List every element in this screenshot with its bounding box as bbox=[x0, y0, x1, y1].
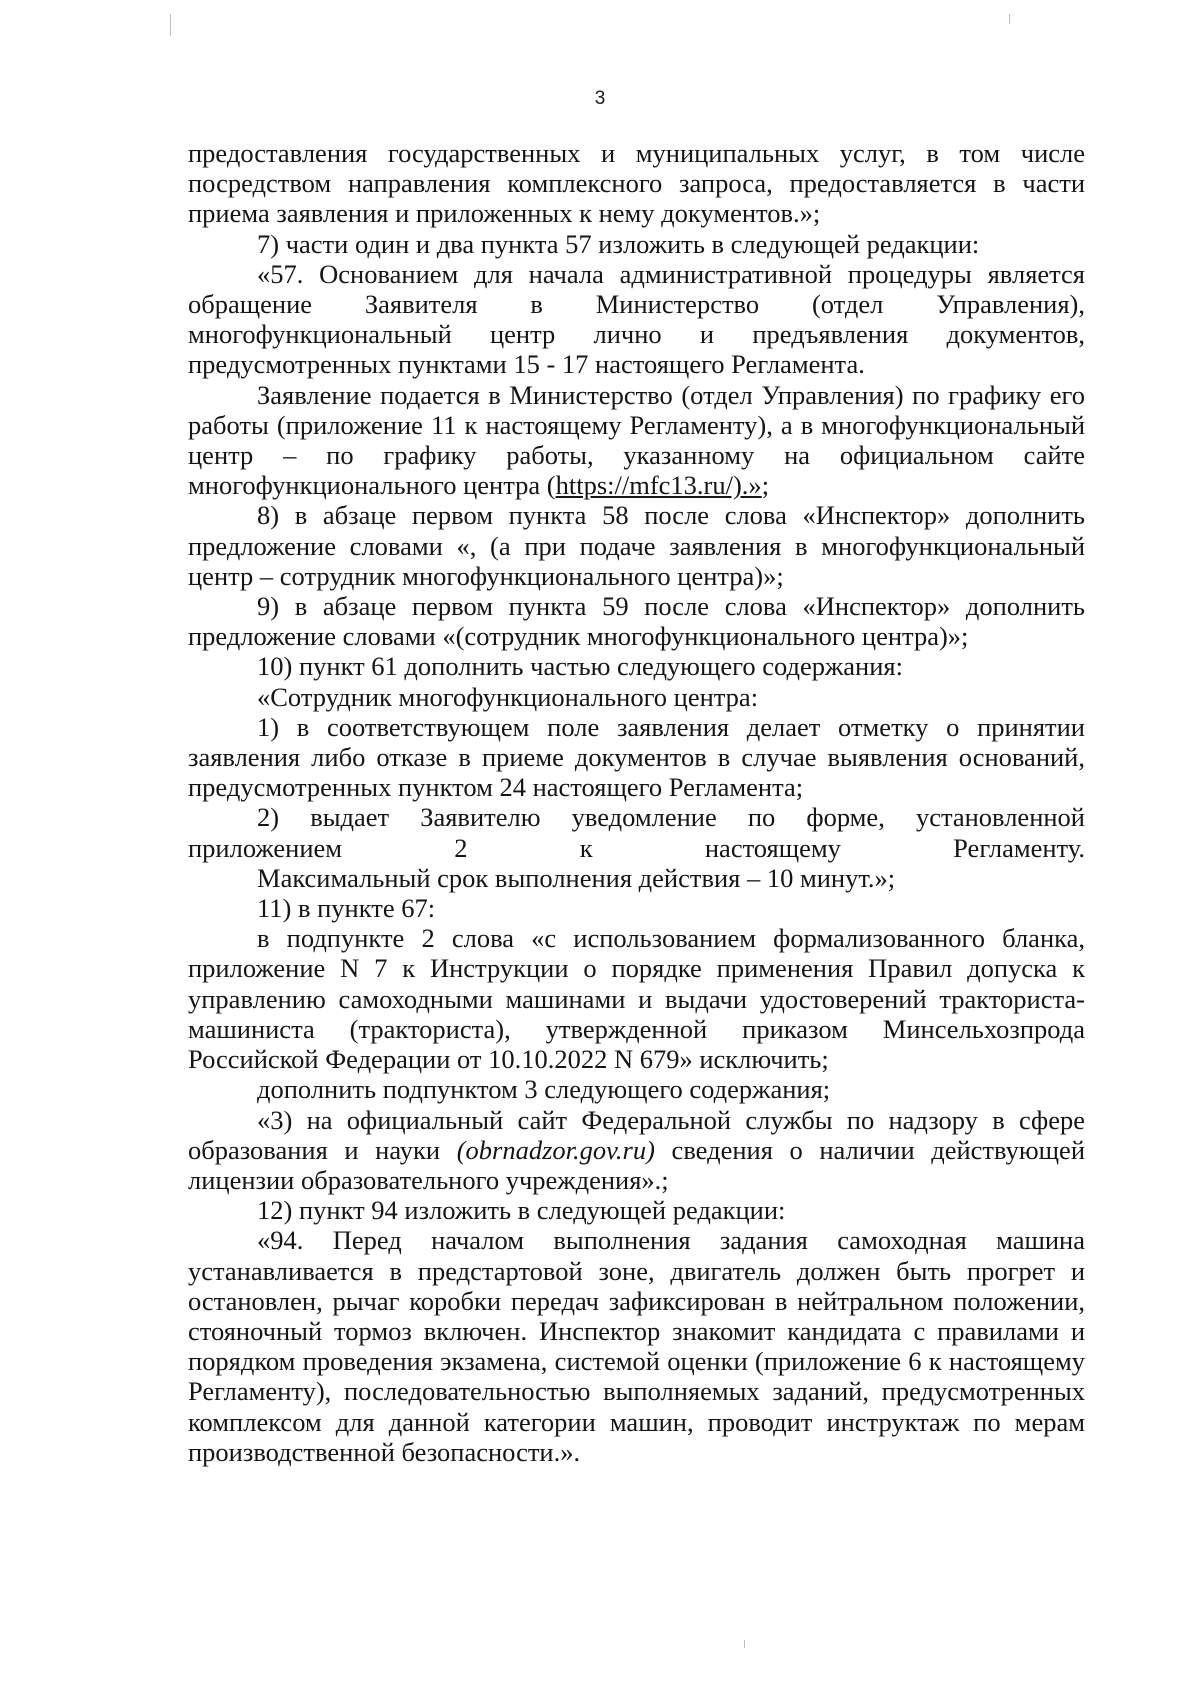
scan-mark-top-right bbox=[1009, 14, 1010, 24]
paragraph-subpoint-3 bbox=[188, 1105, 1085, 1196]
paragraph-text: ; bbox=[761, 470, 770, 501]
paragraph-continuation: предоставления государственных и муниципальных услуг, в том числе посредством направления комплексного запроса, предоставляется в части приема заявления и приложенных к нему документов.»; bbox=[188, 138, 1085, 229]
paragraph-item-10: 10) пункт 61 дополнить частью следующего содержания: bbox=[257, 651, 903, 682]
paragraph-subpoint-2: в подпункте 2 слова «с использованием формализованного бланка, приложение N 7 к Инструкции о порядке применения Правил допуска к управлению самоходными машинами и выдачи удостоверений тракториста-машиниста (тракториста), утвержденной приказом Минсельхозпрода Российской Федерации от 10.10.2022 N 679» исключить; bbox=[188, 923, 1085, 1075]
paragraph-point-57: «57. Основанием для начала административной процедуры является обращение Заявителя в Министерство (отдел Управления), многофункциональный центр лично и предъявления документов, предусмотренных пунктами 15 - 17 настоящего Регламента. bbox=[188, 258, 1085, 380]
paragraph-item-8: 8) в абзаце первом пункта 58 после слова «Инспектор» дополнить предложение словами «, (а при подаче заявления в многофункциональный центр – сотрудник многофункционального центра)»; bbox=[188, 500, 1085, 591]
paragraph-item-11: 11) в пункте 67: bbox=[257, 893, 436, 924]
scan-mark-top-left bbox=[170, 14, 171, 36]
paragraph-application-schedule bbox=[188, 380, 1085, 501]
paragraph-item-12: 12) пункт 94 изложить в следующей редакции: bbox=[257, 1195, 786, 1226]
paragraph-add-subpoint-3: дополнить подпунктом 3 следующего содержания; bbox=[257, 1074, 831, 1105]
page-number: 3 bbox=[594, 88, 606, 109]
paragraph-item-9: 9) в абзаце первом пункта 59 после слова «Инспектор» дополнить предложение словами «(сотрудник многофункционального центра)»; bbox=[188, 591, 1085, 652]
paragraph-subitem-2: 2) выдает Заявителю уведомление по форме, установленной приложением 2 к настоящему Регламенту. bbox=[188, 802, 1085, 863]
paragraph-max-time: Максимальный срок выполнения действия – 10 минут.»; bbox=[257, 862, 896, 893]
obrnadzor-site: (obrnadzor.gov.ru) bbox=[456, 1134, 655, 1165]
paragraph-text: Заявление подается в Министерство (отдел Управления) по графику его работы (приложение 11 к настоящему Регламенту), а в многофункциональный центр – по графику работы, указанному на официальном сайте многофункционального центра ( bbox=[188, 379, 1085, 501]
paragraph-text: сведения о наличии действующей лицензии образовательного учреждения».; bbox=[188, 1134, 1085, 1195]
paragraph-item-7: 7) части один и два пункта 57 изложить в следующей редакции: bbox=[257, 228, 980, 259]
paragraph-text: «3) на официальный сайт Федеральной службы по надзору в сфере образования и науки bbox=[188, 1104, 1085, 1165]
paragraph-subitem-1: 1) в соответствующем поле заявления делает отметку о принятии заявления либо отказе в приеме документов в случае выявления оснований, предусмотренных пунктом 24 настоящего Регламента; bbox=[188, 711, 1085, 803]
document-body bbox=[188, 138, 1085, 1467]
scan-mark-bottom bbox=[744, 1640, 745, 1648]
paragraph-mfc-employee: «Сотрудник многофункционального центра: bbox=[257, 681, 759, 712]
mfc-site-link[interactable]: https://mfc13.ru/).» bbox=[555, 470, 762, 501]
paragraph-point-94: «94. Перед началом выполнения задания самоходная машина устанавливается в предстартовой зоне, двигатель должен быть прогрет и остановлен, рычаг коробки передач зафиксирован в нейтральном положении, стояночный тормоз включен. Инспектор знакомит кандидата с правилами и порядком проведения экзамена, системой оценки (приложение 6 к настоящему Регламенту), последовательностью выполняемых заданий, предусмотренных комплексом для данной категории машин, проводит инструктаж по мерам производственной безопасности.». bbox=[188, 1225, 1085, 1467]
